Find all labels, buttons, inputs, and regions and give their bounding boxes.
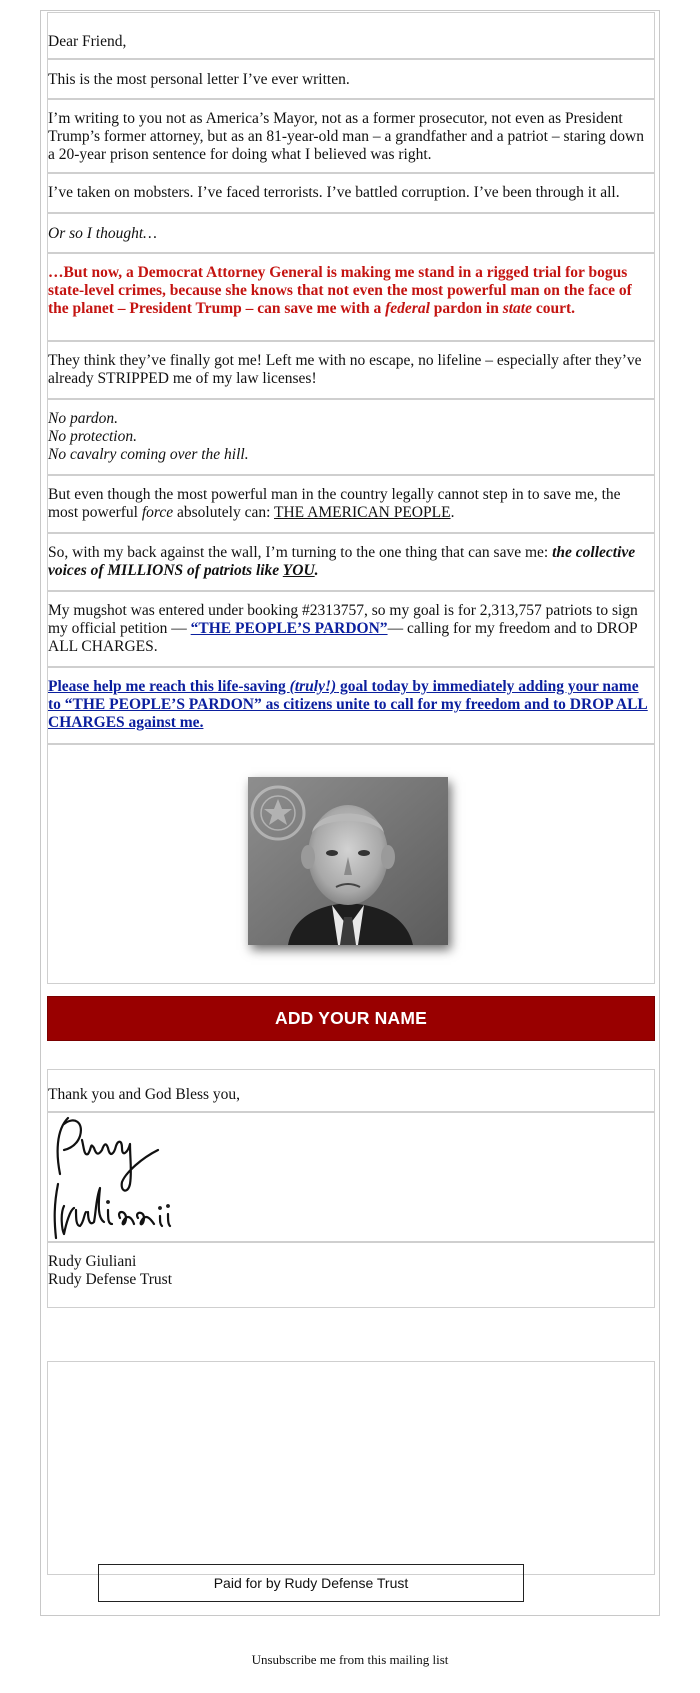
unsubscribe-link[interactable]: Unsubscribe me from this mailing list — [251, 1652, 449, 1667]
signer-block — [48, 1253, 654, 1289]
paragraph-cell — [47, 59, 655, 99]
paragraph-cell — [47, 533, 655, 591]
mugshot-image — [248, 777, 448, 945]
peoples-pardon-link[interactable]: “THE PEOPLE’S PARDON” — [190, 620, 388, 637]
paid-for-disclaimer: Paid for by Rudy Defense Trust — [98, 1564, 524, 1602]
paragraph-cell — [47, 667, 655, 744]
paragraph-cell — [47, 213, 655, 253]
empty-footer-cell — [47, 1361, 655, 1575]
paragraph-background: I’m writing to you not as America’s Mayor, not as a former prosecutor, not even as President Trump’s former attorney, but as an 81-year-old man – a grandfather and a patriot – staring down a 20-year prison sentence for doing what I believed was right. — [48, 110, 644, 163]
add-your-name-button[interactable]: ADD YOUR NAME — [47, 996, 655, 1041]
signer-org: Rudy Defense Trust — [48, 1271, 173, 1288]
paragraph-no-list: No pardon. No protection. No cavalry coming over the hill. — [48, 410, 249, 463]
signature-cell — [47, 1112, 655, 1242]
paragraph-cell — [47, 399, 655, 475]
greeting-cell — [47, 12, 655, 59]
closing-cell — [47, 1069, 655, 1112]
paragraph-petition: My mugshot was entered under booking #2313757, so my goal is for 2,313,757 patriots to sign my official petition — “THE PEOPLE’S PARDON”— calling for my freedom and to DROP ALL CHARGES. — [48, 602, 638, 655]
signature-name-cell — [47, 1242, 655, 1308]
signature-image — [50, 1114, 210, 1240]
paragraph-thought: Or so I thought… — [48, 225, 157, 242]
mugshot-cell — [47, 744, 655, 984]
paragraph-experience: I’ve taken on mobsters. I’ve faced terrorists. I’ve battled corruption. I’ve been through it all. — [48, 184, 620, 201]
paragraph-cell — [47, 99, 655, 173]
paragraph-cell — [47, 591, 655, 667]
add-name-link[interactable]: Please help me reach this life-saving (truly!) goal today by immediately adding your name to “THE PEOPLE’S PARDON” as citizens unite to call for my freedom and to DROP ALL CHARGES against me. — [48, 678, 648, 731]
mugshot-photo[interactable] — [248, 777, 448, 945]
paragraph-cell — [47, 475, 655, 533]
paragraph-red-emphasis: …But now, a Democrat Attorney General is making me stand in a rigged trial for bogus state-level crimes, because she knows that not even the most powerful man on the face of the planet – President Trump – can save me with a federal pardon in state court. — [48, 264, 632, 317]
paragraph-back-against-wall: So, with my back against the wall, I’m turning to the one thing that can save me: the collective voices of MILLIONS of patriots like YOU. — [48, 544, 636, 579]
greeting: Dear Friend, — [48, 33, 127, 50]
paragraph-cell — [47, 173, 655, 213]
closing-text: Thank you and God Bless you, — [48, 1086, 241, 1103]
paragraph-cell — [47, 341, 655, 399]
paragraph-american-people: But even though the most powerful man in the country legally cannot step in to save me, the most powerful force absolutely can: THE AMERICAN PEOPLE. — [48, 486, 621, 521]
signer-name: Rudy Giuliani — [48, 1253, 137, 1270]
paragraph-cell — [47, 253, 655, 341]
paragraph-stripped: They think they’ve finally got me! Left me with no escape, no lifeline – especially after they’ve already STRIPPED me of my law licenses! — [48, 352, 642, 387]
email-container — [40, 10, 660, 1616]
paragraph-intro: This is the most personal letter I’ve ever written. — [48, 71, 350, 88]
